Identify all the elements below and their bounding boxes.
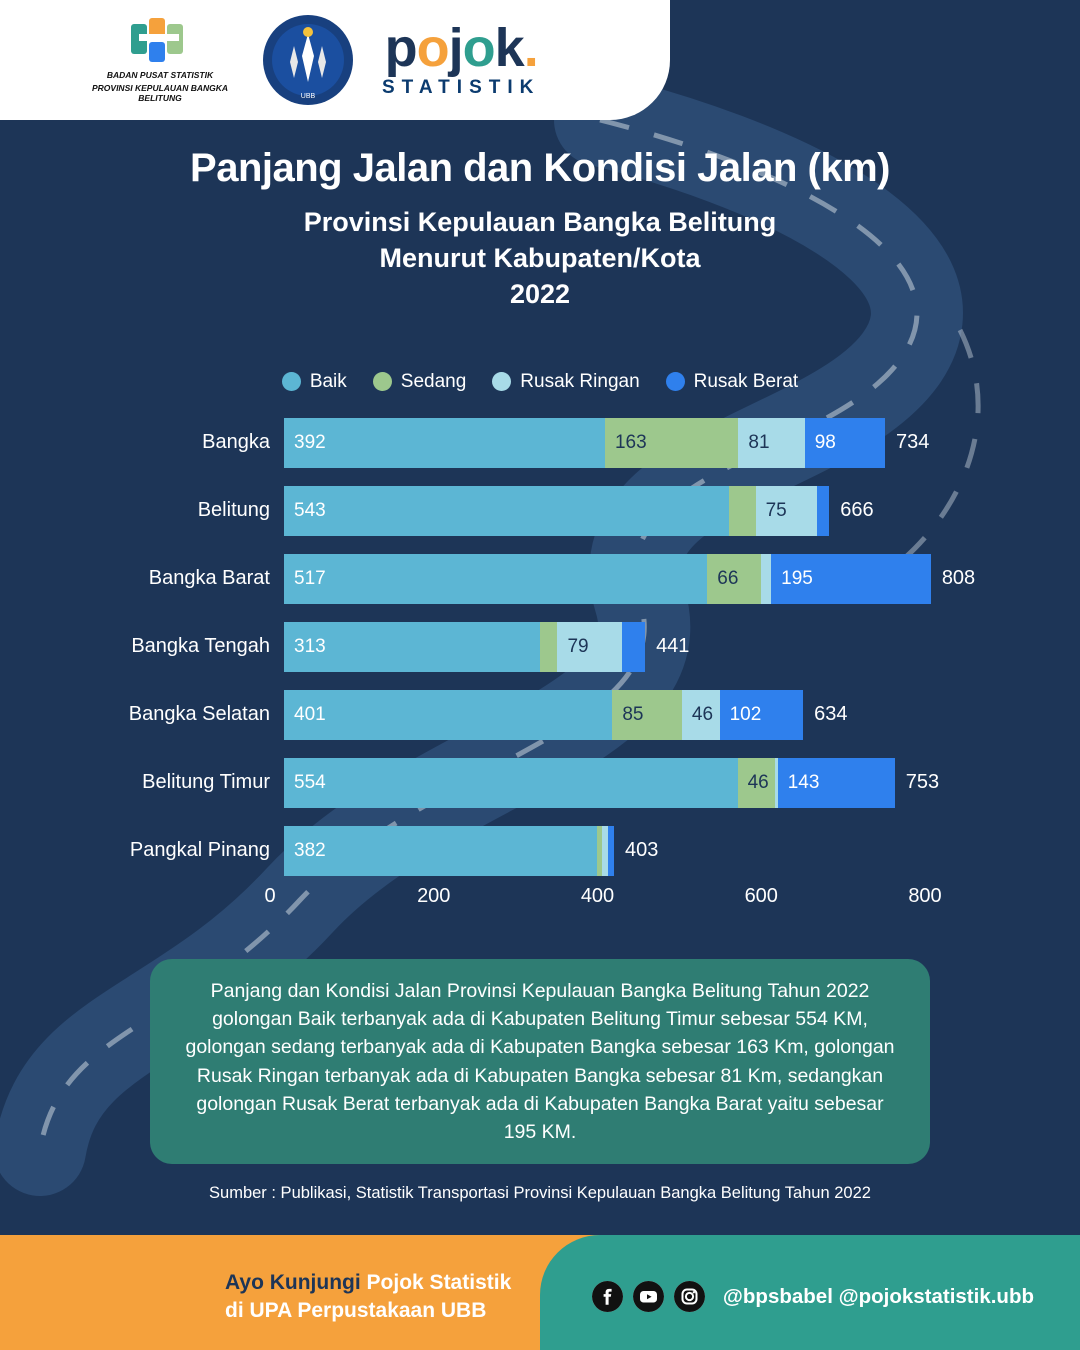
- social-media-row: [592, 1281, 1034, 1312]
- bar-segment-value: 81: [748, 431, 770, 453]
- footer-cta: [225, 1269, 511, 1324]
- brand-wordmark: pojok.: [384, 18, 538, 78]
- chart-bar-area: [284, 758, 1080, 808]
- bar-segment-rusak-ringan[interactable]: [756, 486, 817, 536]
- legend-item: [666, 371, 799, 393]
- bar-segment-value: 98: [814, 431, 836, 453]
- x-axis-tick-label: 800: [908, 884, 942, 907]
- chart-legend: [0, 371, 1080, 393]
- bps-logo: [75, 16, 245, 103]
- bar-segment-baik[interactable]: [284, 486, 729, 536]
- bar-segment-value: 163: [614, 431, 647, 453]
- chart-x-axis: [264, 884, 1080, 919]
- legend-color-dot: [373, 372, 392, 391]
- bar-segment-sedang[interactable]: [738, 758, 776, 808]
- chart-row: [0, 477, 1080, 545]
- bar-total-label: 666: [840, 499, 874, 522]
- bar-segment-rusak-ringan[interactable]: [557, 622, 622, 672]
- footer-cta-line1-b: Pojok Statistik: [366, 1271, 512, 1295]
- chart-category-label: Pangkal Pinang: [129, 839, 270, 862]
- chart-bar-area: [284, 690, 1080, 740]
- bar-segment-sedang[interactable]: [540, 622, 557, 672]
- legend-label: Baik: [309, 370, 347, 392]
- chart-category-label: Bangka Barat: [148, 567, 270, 590]
- x-axis-tick-label: 400: [580, 884, 615, 907]
- stacked-bar[interactable]: [284, 826, 614, 876]
- chart-row: [0, 681, 1080, 749]
- legend-color-dot: [282, 372, 301, 391]
- chart-bar-area: [284, 622, 1080, 672]
- bar-total-label: 753: [905, 771, 940, 794]
- bar-segment-baik[interactable]: [284, 418, 605, 468]
- bar-segment-rusak-berat[interactable]: [771, 554, 931, 604]
- bar-segment-rusak-berat[interactable]: [805, 418, 885, 468]
- brand-subtitle: STATISTIK: [382, 77, 541, 98]
- bar-segment-value: 401: [294, 703, 326, 725]
- header: [0, 0, 1080, 120]
- bar-segment-value: 102: [729, 703, 762, 725]
- legend-label: Rusak Ringan: [520, 370, 640, 392]
- legend-item: [282, 371, 347, 393]
- x-axis-tick-label: 600: [744, 884, 778, 907]
- bar-total-label: 634: [814, 703, 848, 726]
- bps-logo-line1: BADAN PUSAT STATISTIK: [106, 70, 214, 81]
- chart: [0, 409, 1080, 919]
- page-title: Panjang Jalan dan Kondisi Jalan (km): [190, 146, 890, 190]
- bar-segment-value: 554: [294, 771, 326, 793]
- legend-color-dot: [492, 372, 511, 391]
- chart-row: [0, 409, 1080, 477]
- bar-segment-sedang[interactable]: [707, 554, 761, 604]
- bar-segment-value: 392: [294, 431, 326, 453]
- chart-category-label: Bangka Selatan: [128, 703, 270, 726]
- stacked-bar[interactable]: [284, 758, 895, 808]
- page-subtitle-line1: Provinsi Kepulauan Bangka Belitung: [303, 207, 777, 237]
- bar-segment-sedang[interactable]: [729, 486, 756, 536]
- stacked-bar[interactable]: [284, 690, 803, 740]
- chart-row: [0, 749, 1080, 817]
- title-block: [0, 120, 1080, 313]
- instagram-icon[interactable]: [674, 1281, 705, 1312]
- chart-bar-area: [284, 826, 1080, 876]
- bar-segment-sedang[interactable]: [605, 418, 738, 468]
- x-axis-tick-label: 200: [417, 884, 451, 907]
- bar-total-label: 808: [941, 567, 976, 590]
- bar-segment-value: 46: [691, 703, 714, 725]
- bar-segment-baik[interactable]: [284, 554, 707, 604]
- bar-segment-baik[interactable]: [284, 622, 540, 672]
- bar-segment-value: 517: [294, 567, 326, 589]
- bps-logo-icon: [129, 16, 191, 68]
- svg-text:UBB: UBB: [300, 93, 315, 100]
- bar-total-label: 403: [624, 839, 659, 862]
- logo-row: [0, 0, 670, 120]
- footer-cta-line2: di UPA Perpustakaan UBB: [225, 1298, 487, 1322]
- bar-segment-baik[interactable]: [284, 758, 738, 808]
- bps-logo-line2: PROVINSI KEPULAUAN BANGKA BELITUNG: [91, 83, 228, 103]
- ubb-logo-icon: [260, 12, 356, 108]
- bar-segment-value: 543: [294, 499, 326, 521]
- legend-label: Sedang: [400, 370, 467, 392]
- chart-rows: [0, 409, 1080, 885]
- legend-item: [492, 371, 639, 393]
- bar-segment-value: 75: [765, 499, 787, 521]
- bar-segment-value: 66: [717, 567, 739, 589]
- pojok-statistik-logo: [382, 18, 541, 99]
- legend-color-dot: [666, 372, 685, 391]
- footer-cta-line1-a: Ayo Kunjungi: [225, 1271, 367, 1295]
- chart-category-label: Belitung Timur: [142, 771, 270, 794]
- chart-row: [0, 613, 1080, 681]
- chart-category-label: Bangka Tengah: [131, 635, 270, 658]
- chart-bar-area: [284, 554, 1080, 604]
- bar-segment-value: 143: [787, 771, 820, 793]
- bar-total-label: 441: [656, 635, 690, 658]
- chart-category-label: Belitung: [197, 499, 270, 522]
- bar-segment-baik[interactable]: [284, 826, 597, 876]
- bar-segment-rusak-ringan[interactable]: [738, 418, 804, 468]
- bar-segment-value: 85: [622, 703, 644, 725]
- bar-segment-value: 195: [781, 567, 813, 589]
- insight-note: Panjang dan Kondisi Jalan Provinsi Kepulauan Bangka Belitung Tahun 2022 golongan Baik terbanyak ada di Kabupaten Belitung Timur sebesar 554 KM, golongan sedang terbanyak ada di Kabupaten Bangka sebesar 163 Km, golongan Rusak Ringan terbanyak ada di Kabupaten Bangka sebesar 81 Km, sedangkan golongan Rusak Berat terbanyak ada di Kabupaten Bangka Barat yaitu sebesar 195 KM.: [150, 959, 930, 1165]
- bar-segment-rusak-ringan[interactable]: [761, 554, 771, 604]
- page-subtitle-year: 2022: [509, 278, 571, 309]
- bar-segment-rusak-berat[interactable]: [622, 622, 645, 672]
- bar-segment-value: 46: [747, 771, 769, 793]
- bar-segment-rusak-berat[interactable]: [720, 690, 804, 740]
- bar-total-label: 734: [895, 431, 930, 454]
- legend-item: [373, 371, 467, 393]
- ubb-logo: [255, 12, 360, 108]
- youtube-icon[interactable]: [633, 1281, 664, 1312]
- legend-label: Rusak Berat: [693, 370, 799, 392]
- bar-segment-value: 313: [294, 635, 326, 657]
- chart-row: [0, 545, 1080, 613]
- x-axis-tick-label: 0: [264, 884, 276, 907]
- stacked-bar[interactable]: [284, 554, 931, 604]
- bar-segment-rusak-ringan[interactable]: [682, 690, 720, 740]
- social-handles: @bpsbabel @pojokstatistik.ubb: [722, 1284, 1034, 1308]
- bar-segment-rusak-berat[interactable]: [778, 758, 895, 808]
- stacked-bar[interactable]: [284, 486, 829, 536]
- facebook-icon[interactable]: [592, 1281, 623, 1312]
- bar-segment-value: 79: [567, 635, 589, 657]
- page-subtitle-line2: Menurut Kabupaten/Kota: [379, 242, 701, 273]
- bar-segment-baik[interactable]: [284, 690, 612, 740]
- source-text: Sumber : Publikasi, Statistik Transportasi Provinsi Kepulauan Bangka Belitung Tahun 2022: [209, 1184, 871, 1203]
- chart-bar-area: [284, 486, 1080, 536]
- footer: [0, 1235, 1080, 1350]
- chart-bar-area: [284, 418, 1080, 468]
- bar-segment-value: 382: [294, 839, 326, 861]
- stacked-bar[interactable]: [284, 622, 645, 672]
- chart-category-label: Bangka: [202, 431, 270, 454]
- chart-row: [0, 817, 1080, 885]
- bar-segment-rusak-berat[interactable]: [817, 486, 829, 536]
- bar-segment-sedang[interactable]: [612, 690, 682, 740]
- stacked-bar[interactable]: [284, 418, 885, 468]
